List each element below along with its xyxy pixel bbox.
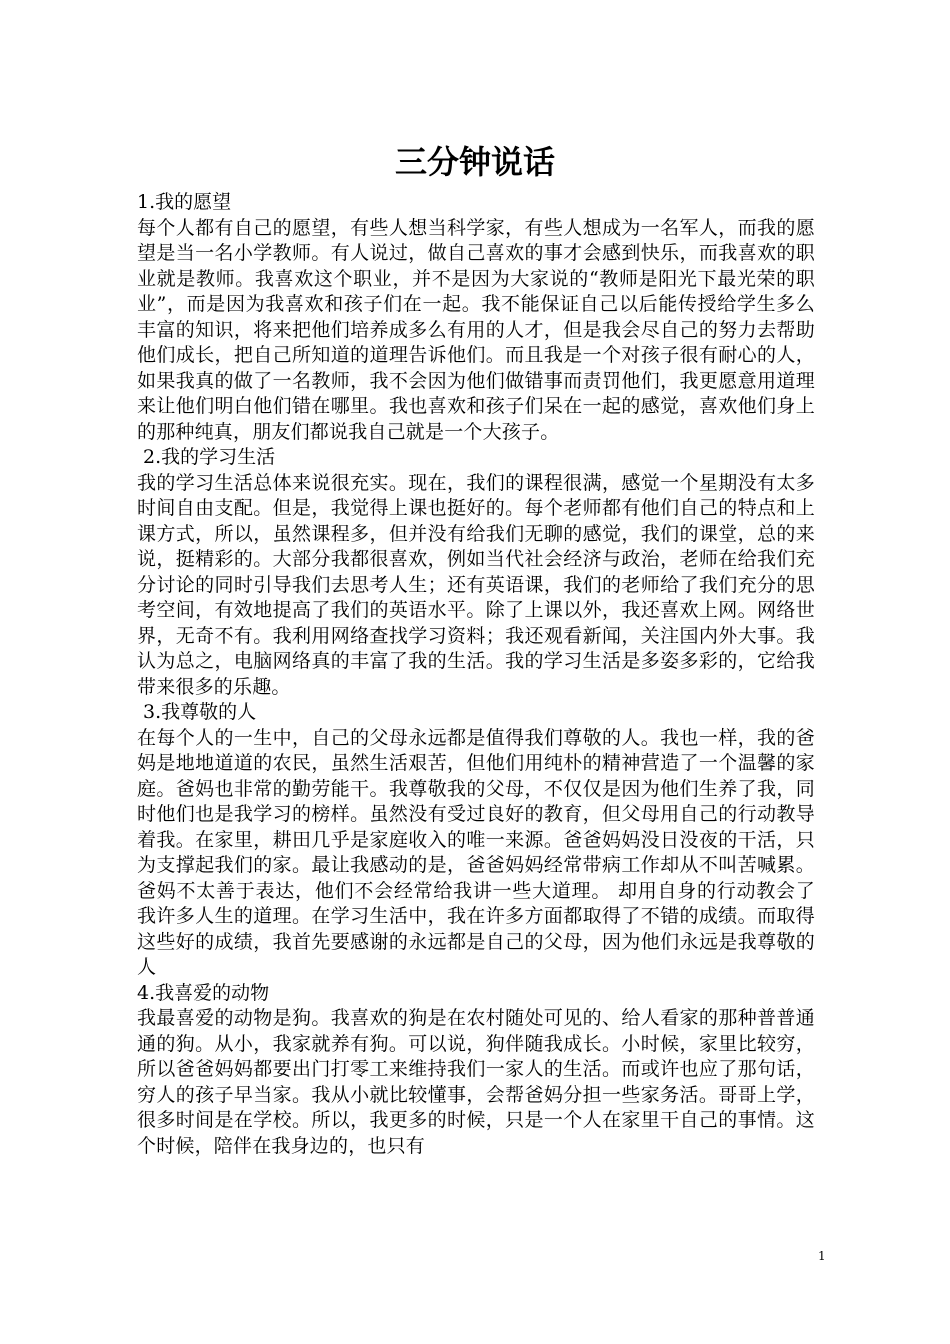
section-paragraph-favorite-animal: 我最喜爱的动物是狗。我喜欢的狗是在农村随处可见的、给人看家的那种普普通通的狗。从小，我家就养有狗。可以说，狗伴随我成长。小时候，家里比较穷，所以爸爸妈妈都要出门打零工来维持我们一家人的生活。而或许也应了那句话，穷人的孩子早当家。我从小就比较懂事，会帮爸妈分担一些家务活。哥哥上学，很多时间是在学校。所以，我更多的时候，只是一个人在家里干自己的事情。这个时候，陪伴在我身边的，也只有 bbox=[137, 1007, 815, 1157]
section-heading-favorite-animal: 4.我喜爱的动物 bbox=[137, 981, 270, 1004]
page-title: 三分钟说话 bbox=[394, 143, 555, 181]
document-body bbox=[137, 190, 815, 1159]
page-number: 1 bbox=[818, 1249, 826, 1263]
section-paragraph-study-life: 我的学习生活总体来说很充实。现在，我们的课程很满，感觉一个星期没有太多时间自由支配。但是，我觉得上课也挺好的。每个老师都有他们自己的特点和上课方式，所以，虽然课程多，但并没有给我们无聊的感觉，我们的课堂，总的来说，挺精彩的。大部分我都很喜欢，例如当代社会经济与政治，老师在给我们充分讨论的同时引导我们去思考人生；还有英语课，我们的老师给了我们充分的思考空间，有效地提高了我们的英语水平。除了上课以外，我还喜欢上网。网络世界，无奇不有。我利用网络查找学习资料；我还观看新闻，关注国内外大事。我认为总之，电脑网络真的丰富了我的生活。我的学习生活是多姿多彩的，它给我带来很多的乐趣。 bbox=[137, 471, 815, 698]
section-paragraph-wish: 每个人都有自己的愿望，有些人想当科学家，有些人想成为一名军人，而我的愿望是当一名小学教师。有人说过，做自己喜欢的事才会感到快乐，而我喜欢的职业就是教师。我喜欢这个职业，并不是因为大家说的“教师是阳光下最光荣的职业”，而是因为我喜欢和孩子们在一起。我不能保证自己以后能传授给学生多么丰富的知识，将来把他们培养成多么有用的人才，但是我会尽自己的努力去帮助他们成长，把自己所知道的道理告诉他们。而且我是一个对孩子很有耐心的人，如果我真的做了一名教师，我不会因为他们做错事而责罚他们，我更愿意用道理来让他们明白他们错在哪里。我也喜欢和孩子们呆在一起的感觉，喜欢他们身上的那种纯真，朋友们都说我自己就是一个大孩子。 bbox=[137, 216, 815, 443]
section-heading-study-life: 2.我的学习生活 bbox=[137, 446, 276, 468]
section-paragraph-respected-person: 在每个人的一生中，自己的父母永远都是值得我们尊敬的人。我也一样，我的爸妈是地地道道的农民，虽然生活艰苦，但他们用纯朴的精神营造了一个温馨的家庭。爸妈也非常的勤劳能干。我尊敬我的父母，不仅仅是因为他们生养了我，同时他们也是我学习的榜样。虽然没有受过良好的教育，但父母用自己的行动教导着我。在家里，耕田几乎是家庭收入的唯一来源。爸爸妈妈没日没夜的干活，只为支撑起我们的家。最让我感动的是，爸爸妈妈经常带病工作却从不叫苦喊累。爸妈不太善于表达，他们不会经常给我讲一些大道理。 却用自身的行动教会了我许多人生的道理。在学习生活中，我在许多方面都取得了不错的成绩。而取得这些好的成绩，我首先要感谢的永远都是自己的父母，因为他们永远是我尊敬的人 bbox=[137, 726, 815, 978]
section-heading-respected-person: 3.我尊敬的人 bbox=[137, 701, 257, 723]
section-heading-wish: 1.我的愿望 bbox=[137, 191, 232, 213]
